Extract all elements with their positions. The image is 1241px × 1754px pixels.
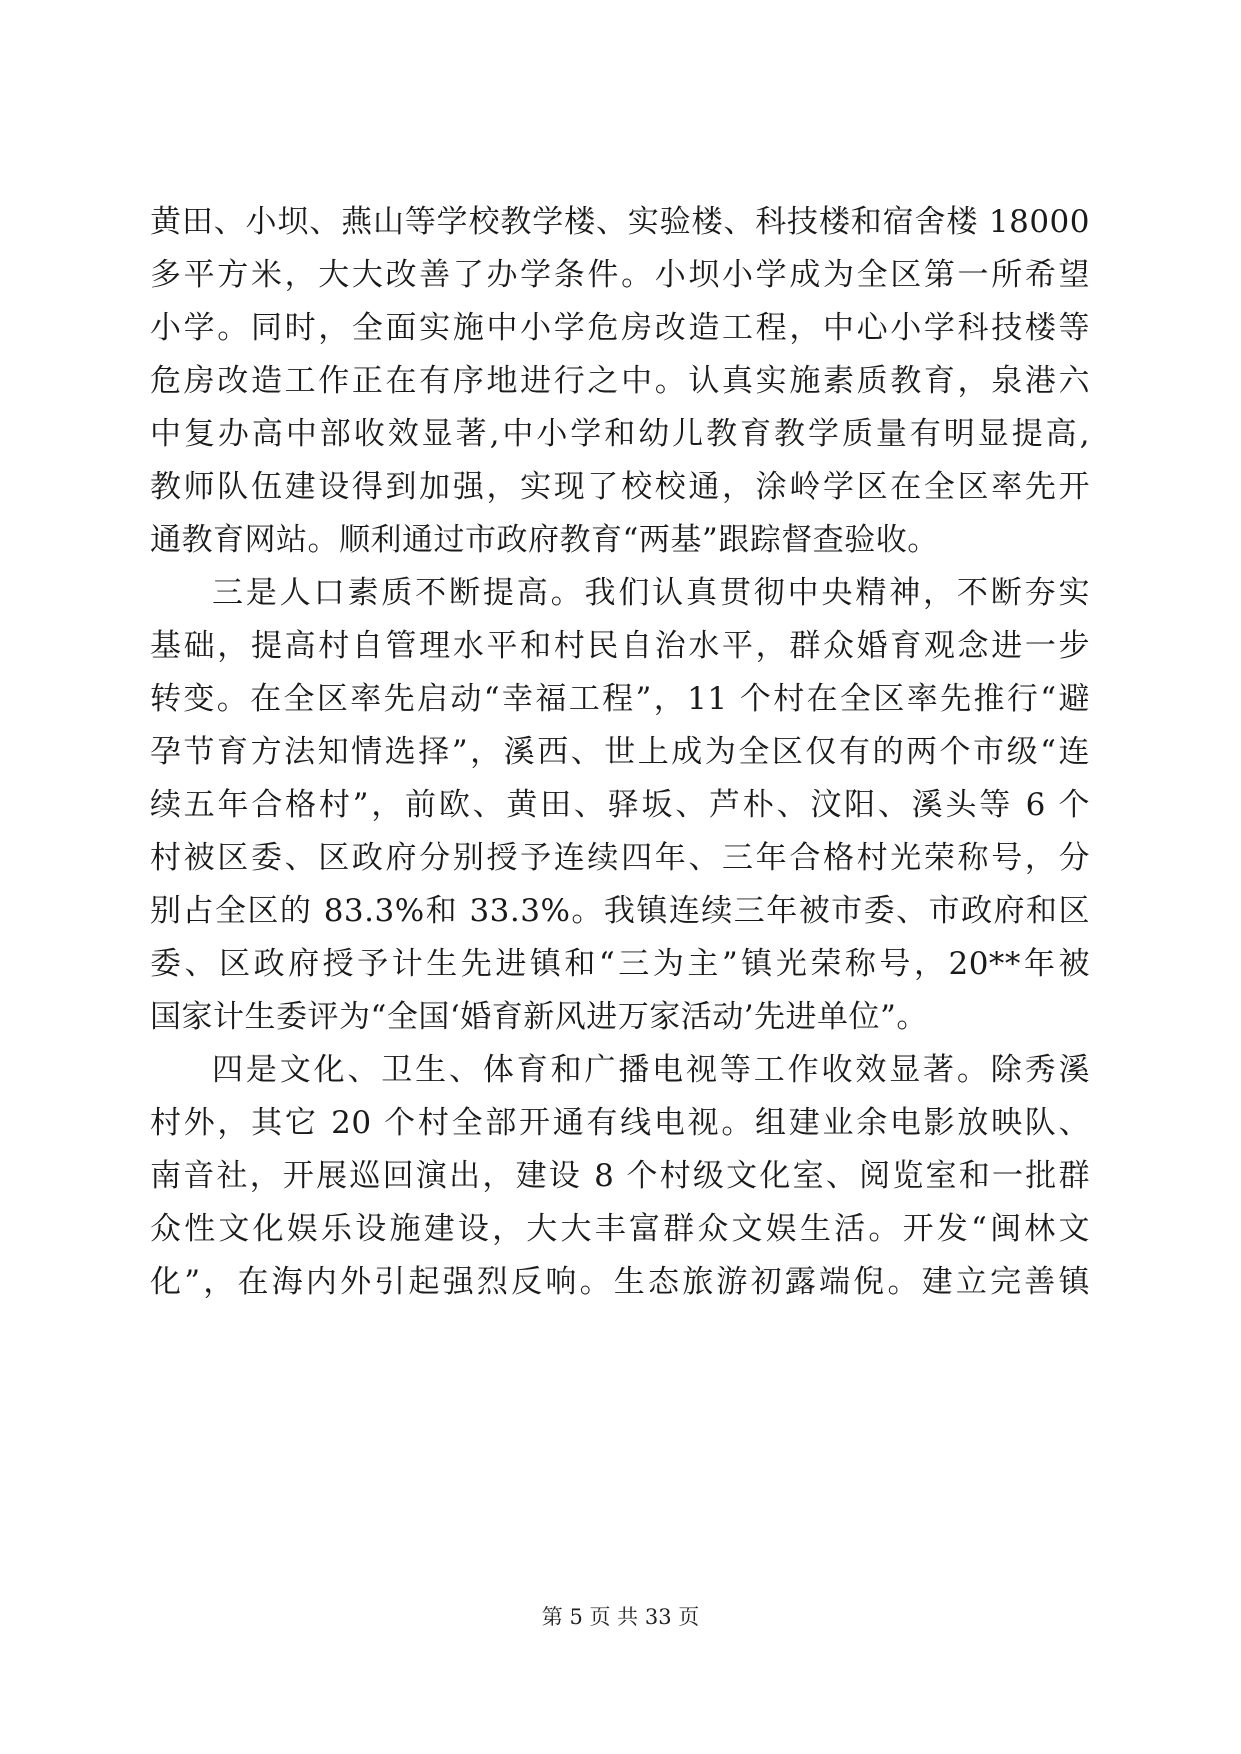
text-line: 通教育网站。顺利通过市政府教育“两基”跟踪督查验收。 — [150, 522, 939, 558]
paragraph — [150, 1044, 1090, 1309]
text-line: 四是文化、卫生、体育和广播电视等工作收效显著。除秀溪 — [212, 1052, 1090, 1088]
text-line: 众性文化娱乐设施建设，大大丰富群众文娱生活。开发“闽林文 — [150, 1211, 1090, 1247]
text-line: 基础，提高村自管理水平和村民自治水平，群众婚育观念进一步 — [150, 628, 1090, 664]
body-text — [150, 196, 1090, 1309]
text-line: 孕节育方法知情选择”，溪西、世上成为全区仅有的两个市级“连 — [150, 734, 1090, 770]
paragraph — [150, 567, 1090, 1044]
text-line: 危房改造工作正在有序地进行之中。认真实施素质教育，泉港六 — [150, 363, 1090, 399]
text-line: 委、区政府授予计生先进镇和“三为主”镇光荣称号，20**年被 — [150, 946, 1090, 982]
text-line: 国家计生委评为“全国‘婚育新风进万家活动’先进单位”。 — [150, 999, 928, 1035]
text-line: 村被区委、区政府分别授予连续四年、三年合格村光荣称号，分 — [150, 840, 1090, 876]
page-number-label: 第 5 页 共 33 页 — [541, 1605, 700, 1629]
text-line: 黄田、小坝、燕山等学校教学楼、实验楼、科技楼和宿舍楼 18000 — [150, 204, 1090, 240]
text-line: 三是人口素质不断提高。我们认真贯彻中央精神，不断夯实 — [212, 575, 1090, 611]
text-line: 别占全区的 83.3%和 33.3%。我镇连续三年被市委、市政府和区 — [150, 893, 1090, 929]
text-line: 小学。同时，全面实施中小学危房改造工程，中心小学科技楼等 — [150, 310, 1090, 346]
text-line: 村外，其它 20 个村全部开通有线电视。组建业余电影放映队、 — [150, 1105, 1090, 1141]
text-line: 续五年合格村”，前欧、黄田、驿坂、芦朴、汶阳、溪头等 6 个 — [150, 787, 1090, 823]
text-line: 中复办高中部收效显著,中小学和幼儿教育教学质量有明显提高, — [150, 416, 1090, 452]
text-line: 多平方米，大大改善了办学条件。小坝小学成为全区第一所希望 — [150, 257, 1090, 293]
text-line: 化”，在海内外引起强烈反响。生态旅游初露端倪。建立完善镇 — [150, 1264, 1090, 1300]
text-line: 转变。在全区率先启动“幸福工程”，11 个村在全区率先推行“避 — [150, 681, 1090, 717]
text-line: 南音社，开展巡回演出，建设 8 个村级文化室、阅览室和一批群 — [150, 1158, 1090, 1194]
paragraph — [150, 196, 1090, 567]
page-footer — [0, 1602, 1241, 1632]
text-line: 教师队伍建设得到加强，实现了校校通，涂岭学区在全区率先开 — [150, 469, 1090, 505]
